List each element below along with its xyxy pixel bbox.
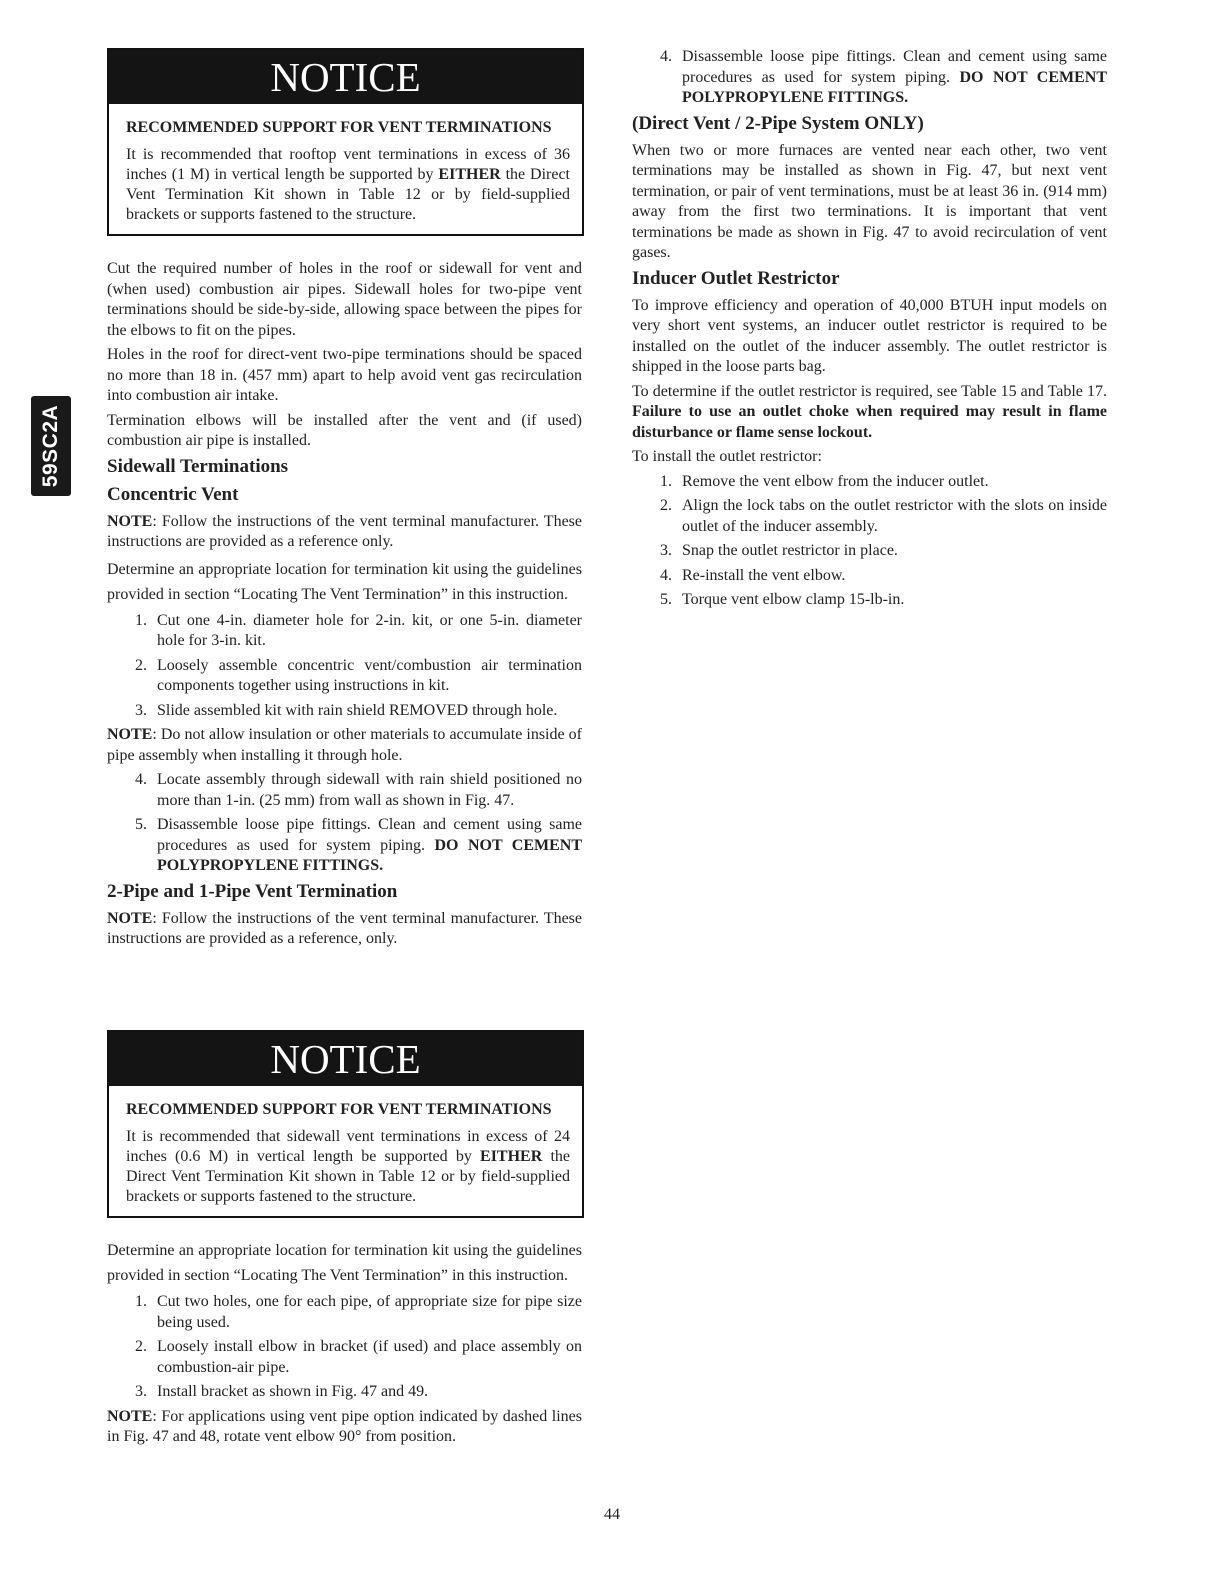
list-item: 2. Align the lock tabs on the outlet restrictor with the slots on inside outlet of the inducer assembly. [660,497,1107,535]
notice-header: NOTICE [109,1032,582,1086]
list-item: 4. Disassemble loose pipe fittings. Clean and cement using same procedures as used for system piping. DO NOT CEMENT POLYPROPYLENE FITTINGS. [660,48,1107,106]
heading-sidewall-terminations: Sidewall Terminations [107,455,289,477]
left-intro-section [107,259,582,954]
list-item: 4. Re-install the vent elbow. [660,566,846,584]
twopipe-steps-list [107,1292,582,1403]
notice-text: It is recommended that sidewall vent terminations in excess of 24 inches (0.6 M) in vertical length be supported by EITHER the Direct Vent Termination Kit shown in Table 12 or by field-supplied brackets or supports fastened to the structure. [126,1128,570,1205]
paragraph: Determine an appropriate location for termination kit using the guidelines provided in section “Locating The Vent Termination” in this instruction. [107,1242,582,1284]
paragraph: Termination elbows will be installed after the vent and (if used) combustion air pipe is installed. [107,411,582,449]
notice-body [109,1086,582,1216]
heading-direct-vent: (Direct Vent / 2-Pipe System ONLY) [632,112,924,134]
right-section [632,47,1107,615]
continued-steps-list [632,47,1107,109]
paragraph: Holes in the roof for direct-vent two-pipe terminations should be spaced no more than 18 in. (457 mm) apart to help avoid vent gas recirculation into combustion air intake. [107,346,582,404]
notice-title: RECOMMENDED SUPPORT FOR VENT TERMINATIONS [126,1101,552,1118]
list-item: 2. Loosely install elbow in bracket (if used) and place assembly on combustion-air pipe. [135,1338,582,1376]
list-item: 5. Disassemble loose pipe fittings. Clean and cement using same procedures as used for system piping. DO NOT CEMENT POLYPROPYLENE FITTINGS. [135,816,582,874]
paragraph: Determine an appropriate location for termination kit using the guidelines provided in section “Locating The Vent Termination” in this instruction. [107,560,582,603]
list-item: 1. Cut two holes, one for each pipe, of appropriate size for pipe size being used. [135,1293,582,1331]
list-item: 3. Install bracket as shown in Fig. 47 and 49. [135,1383,429,1400]
concentric-steps-list-cont [107,770,582,877]
model-side-tab-label: 59SC2A [38,404,62,488]
twopipe-section [107,1238,582,1452]
paragraph: Cut the required number of holes in the roof or sidewall for vent and (when used) combustion air pipes. Sidewall holes for two-pipe vent terminations should be side-by-side, allowing space between the pipes for the elbows to fit on the pipes. [107,260,582,339]
note-paragraph: NOTE: Do not allow insulation or other materials to accumulate inside of pipe assembly when installing it through hole. [107,726,582,764]
list-item: 5. Torque vent elbow clamp 15-lb-in. [660,591,905,608]
list-item: 2. Loosely assemble concentric vent/combustion air termination components together using instructions in kit. [135,656,582,694]
notice-text: It is recommended that rooftop vent terminations in excess of 36 inches (1 M) in vertical length be supported by EITHER the Direct Vent Termination Kit shown in Table 12 or by field-supplied brackets or supports fastened to the structure. [126,146,570,223]
heading-concentric-vent: Concentric Vent [107,483,239,505]
inducer-steps-list [632,472,1107,611]
heading-inducer-outlet-restrictor: Inducer Outlet Restrictor [632,267,840,289]
paragraph: To install the outlet restrictor: [632,448,822,465]
notice-box-sidewall [107,1030,584,1218]
model-side-tab [31,396,71,496]
concentric-steps-list [107,611,582,722]
note-paragraph: NOTE: For applications using vent pipe option indicated by dashed lines in Fig. 47 and 48, rotate vent elbow 90° from position. [107,1407,582,1445]
note-paragraph: NOTE: Follow the instructions of the vent terminal manufacturer. These instructions are provided as a reference only. [107,512,582,550]
list-item: 1. Cut one 4-in. diameter hole for 2-in. kit, or one 5-in. diameter hole for 3-in. kit. [135,611,582,649]
list-item: 4. Locate assembly through sidewall with rain shield positioned no more than 1-in. (25 mm) from wall as shown in Fig. 47. [135,771,582,809]
list-item: 3. Snap the outlet restrictor in place. [660,542,898,559]
paragraph: To improve efficiency and operation of 40,000 BTUH input models on very short vent systems, an inducer outlet restrictor is required to be installed on the outlet of the inducer assembly. The outlet restrictor is shipped in the loose parts bag. [632,296,1107,375]
notice-title: RECOMMENDED SUPPORT FOR VENT TERMINATIONS [126,119,552,136]
notice-box-rooftop [107,48,584,236]
list-item: 1. Remove the vent elbow from the inducer outlet. [660,472,989,490]
list-item: 3. Slide assembled kit with rain shield REMOVED through hole. [135,701,558,719]
notice-header: NOTICE [109,50,582,104]
note-paragraph: NOTE: Follow the instructions of the vent terminal manufacturer. These instructions are provided as a reference, only. [107,909,582,947]
page-number: 44 [604,1506,620,1523]
heading-2pipe-1pipe: 2-Pipe and 1-Pipe Vent Termination [107,880,398,902]
paragraph: To determine if the outlet restrictor is required, see Table 15 and Table 17. Failure to use an outlet choke when required may result in flame disturbance or flame sense lockout. [632,382,1107,441]
paragraph: When two or more furnaces are vented near each other, two vent terminations may be installed as shown in Fig. 47, but next vent termination, or pair of vent terminations, must be at least 36 in. (914 mm) away from the first two terminations. It is important that vent terminations be made as shown in Fig. 47 to avoid recirculation of vent gases. [632,141,1107,261]
notice-body [109,104,582,234]
